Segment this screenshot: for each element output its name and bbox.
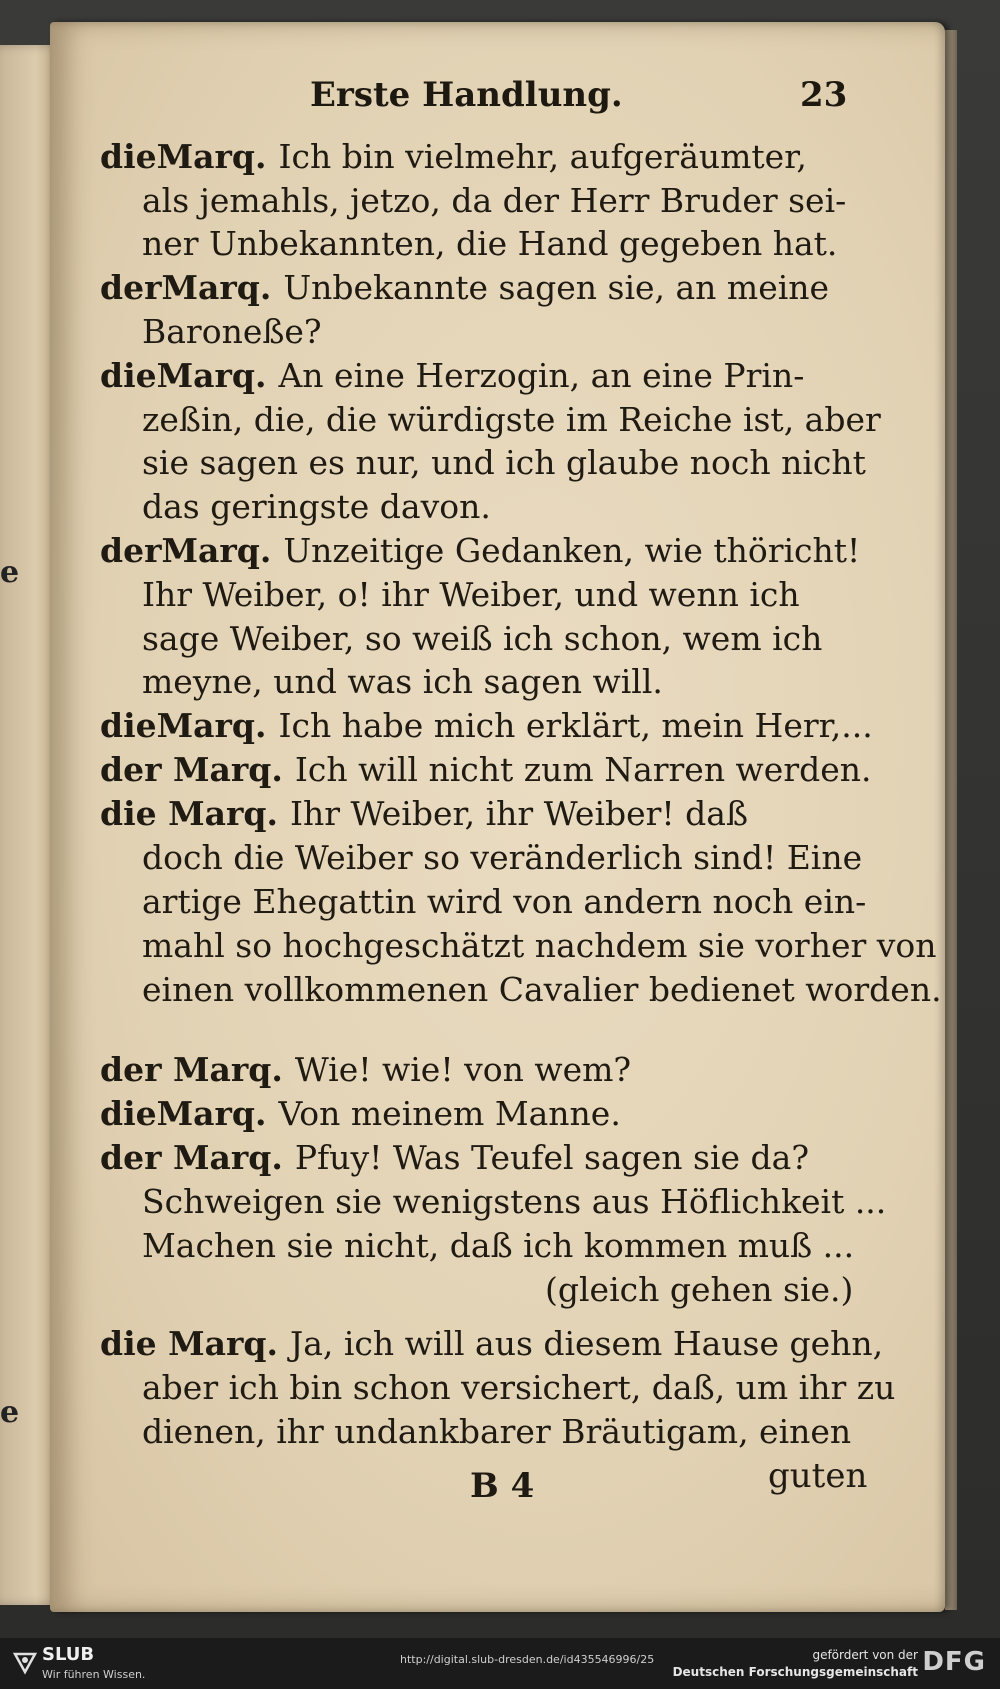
line-text: als jemahls, jetzo, da der Herr Bruder sei- [142,181,847,220]
line-text: doch die Weiber so veränderlich sind! Eine [142,838,863,877]
text-line [100,1322,883,1366]
line-text: Ihr Weiber, o! ihr Weiber, und wenn ich [142,575,800,614]
speaker-label: der Marq. [100,1050,283,1089]
speaker-label: dieMarq. [100,706,267,745]
text-line [100,1048,631,1092]
line-text: Baroneße? [142,312,322,351]
stage-direction [545,1268,853,1312]
line-text: Machen sie nicht, daß ich kommen muß ... [142,1226,855,1265]
text-line [100,1136,809,1180]
text-line [142,573,800,617]
slub-logo-icon [12,1650,38,1676]
text-line [142,222,837,266]
line-text: sie sagen es nur, und ich glaube noch nicht [142,443,866,482]
line-text: meyne, und was ich sagen will. [142,662,663,701]
text-line [100,704,873,748]
line-text: Ja, ich will aus diesem Hause gehn, [289,1324,884,1363]
page-edge [945,30,957,1610]
speaker-label: der Marq. [100,1138,283,1177]
text-line [100,792,748,836]
text-line [142,924,937,968]
line-text: Von meinem Manne. [278,1094,621,1133]
text-line [142,441,866,485]
text-line [142,880,866,924]
funding-note: gefördert von der [812,1648,918,1662]
line-text: Ich habe mich erklärt, mein Herr,... [278,706,873,745]
line-text: Ich bin vielmehr, aufgeräumter, [278,137,807,176]
speaker-label: der Marq. [100,750,283,789]
text-line [142,660,663,704]
speaker-label: die Marq. [100,1324,278,1363]
text-line [100,354,804,398]
speaker-label: dieMarq. [100,137,267,176]
slub-logo-name: SLUB [42,1644,95,1665]
text-line [142,617,822,661]
line-text: Ihr Weiber, ihr Weiber! daß [289,794,749,833]
line-text: aber ich bin schon versichert, daß, um ihr zu [142,1368,896,1407]
line-text: ner Unbekannten, die Hand gegeben hat. [142,224,838,263]
line-text: Wie! wie! von wem? [294,1050,632,1089]
text-line [142,398,881,442]
facing-page-letter: e [0,1395,20,1430]
text-line [142,485,491,529]
line-text: artige Ehegattin wird von andern noch ein- [142,882,867,921]
text-line [142,1180,886,1224]
speaker-label: die Marq. [100,794,278,833]
line-text: das geringste davon. [142,487,491,526]
facing-page-letter: e [0,555,20,590]
text-line [100,266,829,310]
speaker-label: derMarq. [100,268,272,307]
text-line [142,968,942,1012]
text-line [100,529,860,573]
line-text: Schweigen sie wenigstens aus Höflichkeit ... [142,1182,887,1221]
funding-organization: Deutschen Forschungsgemeinschaft [672,1665,918,1679]
text-line [142,836,862,880]
line-text: Ich will nicht zum Narren werden. [294,750,872,789]
text-line [142,1410,851,1454]
text-line [100,748,872,792]
permalink[interactable]: http://digital.slub-dresden.de/id435546996/25 [400,1653,655,1666]
text-line [142,310,322,354]
slub-logo-tagline: Wir führen Wissen. [42,1668,146,1681]
line-text: Unbekannte sagen sie, an meine [283,268,830,307]
line-text: zeßin, die, die würdigste im Reiche ist, aber [142,400,881,439]
line-text: (gleich gehen sie.) [545,1270,854,1309]
speaker-label: dieMarq. [100,1094,267,1133]
line-text: An eine Herzogin, an eine Prin- [278,356,805,395]
speaker-label: dieMarq. [100,356,267,395]
text-line [142,1224,854,1268]
speaker-label: derMarq. [100,531,272,570]
line-text: einen vollkommenen Cavalier bedienet worden. [142,970,942,1009]
signature-mark: B 4 [470,1466,535,1506]
text-line [100,135,807,179]
running-head: Erste Handlung. [310,75,623,115]
line-text: Pfuy! Was Teufel sagen sie da? [294,1138,810,1177]
line-text: dienen, ihr undankbarer Bräutigam, einen [142,1412,852,1451]
footer-bar [0,1638,1000,1689]
dfg-logo: DFG [922,1647,986,1677]
line-text: mahl so hochgeschätzt nachdem sie vorher von [142,926,937,965]
line-text: Unzeitige Gedanken, wie thöricht! [283,531,861,570]
catchword: guten [768,1456,868,1496]
page-number: 23 [800,75,848,115]
line-text: sage Weiber, so weiß ich schon, wem ich [142,619,823,658]
text-line [100,1092,621,1136]
text-line [142,179,846,223]
text-line [142,1366,895,1410]
